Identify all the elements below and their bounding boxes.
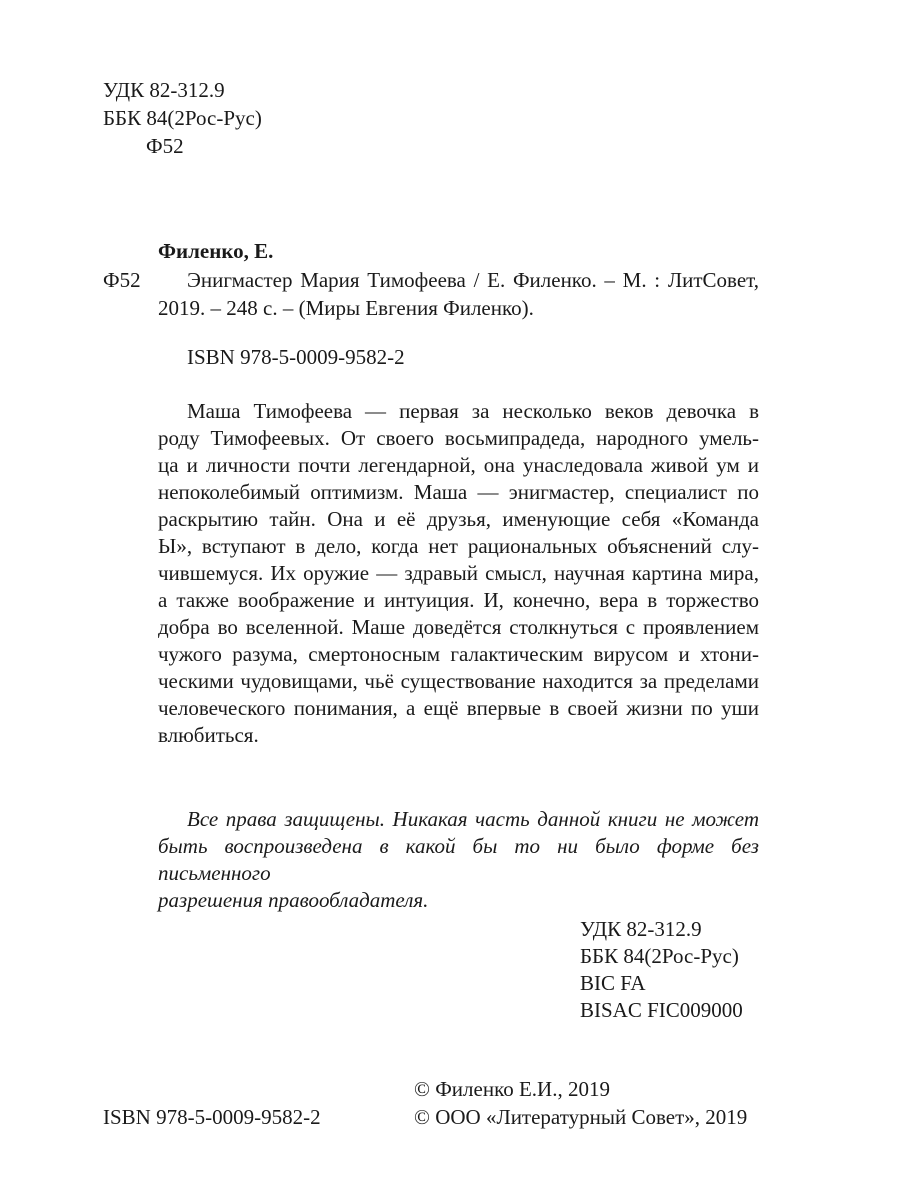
bib-isbn: ISBN 978-5-0009-9582-2 xyxy=(187,345,405,369)
class-bic: BIC FA xyxy=(580,971,646,995)
annotation-line: добра во вселенной. Маше доведётся столкнуться с проявлением xyxy=(158,615,759,639)
annotation-line: роду Тимофеевых. От своего восьмипрадеда, народного умель- xyxy=(158,426,759,450)
annotation-line: раскрытию тайн. Она и её друзья, именующие себя «Команда xyxy=(158,507,759,531)
author-heading: Филенко, Е. xyxy=(158,239,274,263)
annotation-line: человеческого понимания, а ещё впервые в своей жизни по уши xyxy=(158,696,759,720)
annotation xyxy=(158,398,759,749)
bib-line-2: 2019. – 248 с. – (Миры Евгения Филенко). xyxy=(158,296,534,320)
annotation-line: Маша Тимофеева — первая за несколько веков девочка в xyxy=(187,399,759,423)
footer-isbn: ISBN 978-5-0009-9582-2 xyxy=(103,1105,321,1129)
class-udk: УДК 82-312.9 xyxy=(580,917,702,941)
bib-author-mark: Ф52 xyxy=(103,268,141,292)
rights-notice xyxy=(158,806,759,914)
rights-line: быть воспроизведена в какой бы то ни было форме без письменного xyxy=(158,834,759,885)
top-author-mark: Ф52 xyxy=(146,134,184,158)
copyright-author: © Филенко Е.И., 2019 xyxy=(414,1077,610,1101)
rights-line: разрешения правообладателя. xyxy=(158,888,429,912)
top-bbk: ББК 84(2Рос-Рус) xyxy=(103,106,262,130)
class-bbk: ББК 84(2Рос-Рус) xyxy=(580,944,739,968)
top-udk: УДК 82-312.9 xyxy=(103,78,225,102)
annotation-line: чужого разума, смертоносным галактическим вирусом и хтони- xyxy=(158,642,759,666)
rights-line: Все права защищены. Никакая часть данной книги не может xyxy=(187,807,759,831)
bib-line-1: Энигмастер Мария Тимофеева / Е. Филенко. – М. : ЛитСовет, xyxy=(187,268,759,292)
class-bisac: BISAC FIC009000 xyxy=(580,998,743,1022)
annotation-line: непоколебимый оптимизм. Маша — энигмастер, специалист по xyxy=(158,480,759,504)
copyright-publisher: © ООО «Литературный Совет», 2019 xyxy=(414,1105,748,1129)
annotation-line: а также воображение и интуиция. И, конечно, вера в торжество xyxy=(158,588,759,612)
annotation-line: чившемуся. Их оружие — здравый смысл, научная картина мира, xyxy=(158,561,759,585)
annotation-line: ца и личности почти легендарной, она унаследовала живой ум и xyxy=(158,453,759,477)
classification-block xyxy=(580,916,743,1024)
annotation-line: ческими чудовищами, чьё существование находится за пределами xyxy=(158,669,759,693)
annotation-line: Ы», вступают в дело, когда нет рациональных объяснений слу- xyxy=(158,534,759,558)
annotation-line: влюбиться. xyxy=(158,723,259,747)
